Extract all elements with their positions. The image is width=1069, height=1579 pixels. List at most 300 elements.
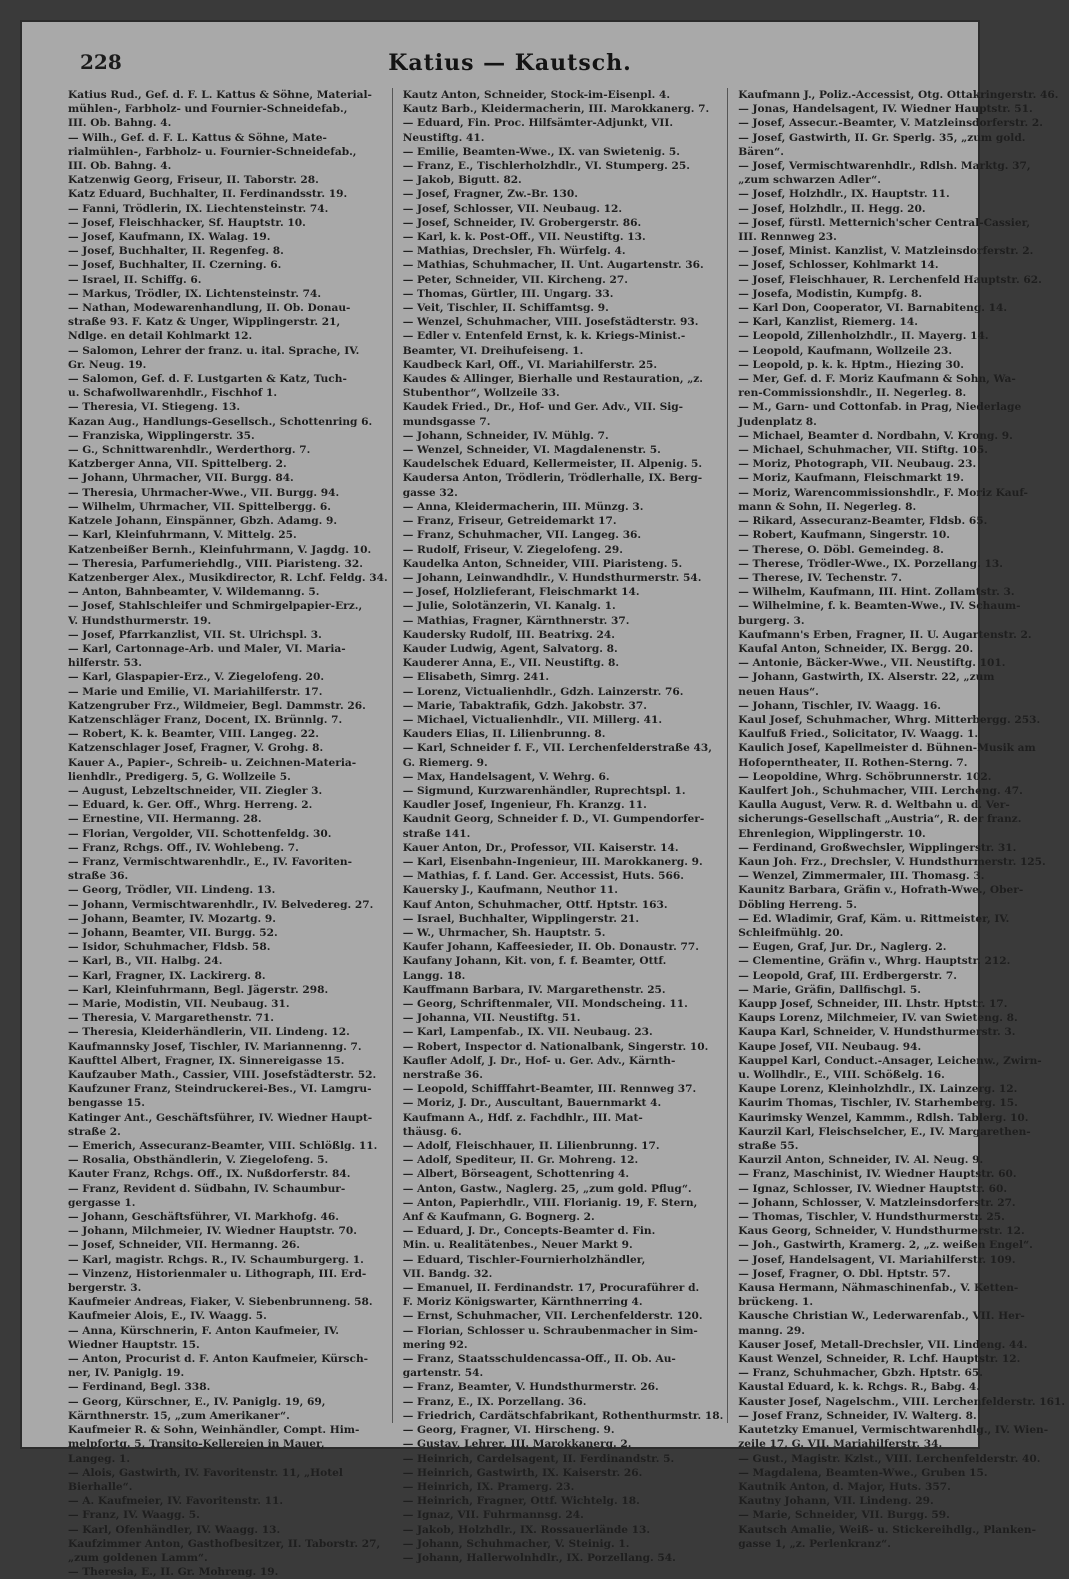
directory-entry: Kaudnit Georg, Schneider f. D., VI. Gumpendorfer- bbox=[402, 813, 705, 826]
directory-entry: nerstraße 36. bbox=[402, 1069, 483, 1082]
directory-entry: — Johann, Leinwandhdlr., V. Hundsthurmerstr. 54. bbox=[402, 571, 702, 584]
directory-entry: — Alois, Gastwirth, IV. Favoritenstr. 11, „Hotel bbox=[68, 1466, 343, 1479]
directory-entry: — Rikard, Assecuranz-Beamter, Fldsb. 65. bbox=[738, 515, 988, 528]
directory-entry: — Markus, Trödler, IX. Lichtensteinstr. 74. bbox=[68, 287, 322, 300]
directory-entry: Kautetzky Emanuel, Vermischtwarenhdlg., IV. Wien- bbox=[738, 1424, 1049, 1437]
directory-entry: — Franz, Revident d. Südbahn, IV. Schaumbur- bbox=[68, 1182, 346, 1195]
directory-entry: Wiedner Hauptstr. 15. bbox=[68, 1338, 200, 1351]
directory-entry: — Franz, Rchgs. Off., IV. Wohlebeng. 7. bbox=[68, 841, 299, 854]
directory-entry: — Eugen, Graf, Jur. Dr., Naglerg. 2. bbox=[738, 941, 947, 954]
directory-entry: — Anna, Kürschnerin, F. Anton Kaufmeier, IV. bbox=[68, 1324, 339, 1337]
directory-entry: Kausche Christian W., Lederwarenfab., VII. Her- bbox=[738, 1310, 1025, 1323]
directory-entry: Kauter Franz, Rchgs. Off., IX. Nußdorferstr. 84. bbox=[68, 1168, 351, 1181]
directory-entry: Bierhalle“. bbox=[68, 1480, 133, 1493]
directory-entry: — Wilhelm, Kaufmann, III. Hint. Zollamtstr. 3. bbox=[738, 586, 1015, 599]
directory-entry: mering 92. bbox=[402, 1338, 468, 1351]
directory-entry: — Vinzenz, Historienmaler u. Lithograph, III. Erd- bbox=[68, 1267, 367, 1280]
directory-entry: Kaudbeck Karl, Off., VI. Mariahilferstr. 25. bbox=[402, 358, 658, 371]
directory-entry: Kaufmannsky Josef, Tischler, IV. Mariannenng. 7. bbox=[68, 1040, 362, 1053]
directory-entry: V. Hundsthurmerstr. 19. bbox=[68, 614, 212, 627]
directory-entry: Gr. Neug. 19. bbox=[68, 358, 147, 371]
directory-entry: — Leopold, Kaufmann, Wollzeile 23. bbox=[738, 344, 953, 357]
directory-entry: — Therese, Trödler-Wwe., IX. Porzellang. 13. bbox=[738, 557, 1003, 570]
directory-entry: — Josef, Fleischhauer, R. Lerchenfeld Hauptstr. 62. bbox=[738, 273, 1042, 286]
directory-entry: — Josef, Schneider, VII. Hermanng. 26. bbox=[68, 1239, 300, 1252]
directory-entry: — Leopold, Schifffahrt-Beamter, III. Rennweg 37. bbox=[402, 1083, 697, 1096]
directory-entry: — Georg, Trödler, VII. Lindeng. 13. bbox=[68, 884, 276, 897]
directory-entry: mundsgasse 7. bbox=[402, 415, 491, 428]
directory-entry: — Josef, fürstl. Metternich'scher Central-Cassier, bbox=[738, 216, 1031, 229]
directory-entry: — Johann, Gastwirth, IX. Alserstr. 22, „zum bbox=[738, 671, 995, 684]
directory-entry: — Rudolf, Friseur, V. Ziegelofeng. 29. bbox=[402, 543, 623, 556]
directory-entry: — Ernst, Schuhmacher, VII. Lerchenfelderstr. 120. bbox=[402, 1310, 703, 1323]
column-2 bbox=[402, 88, 729, 1564]
directory-entry: — Marie, Tabaktrafik, Gdzh. Jakobstr. 37. bbox=[402, 699, 647, 712]
directory-entry: Kauder Ludwig, Agent, Salvatorg. 8. bbox=[402, 642, 618, 655]
directory-entry: — Mathias, Schuhmacher, II. Unt. Augartenstr. 36. bbox=[402, 259, 704, 272]
directory-entry: — Franz, Maschinist, IV. Wiedner Hauptstr. 60. bbox=[738, 1168, 1017, 1181]
directory-entry: „zum goldenen Lamm“. bbox=[68, 1551, 208, 1564]
directory-entry: — Johann, Beamter, VII. Burgg. 52. bbox=[68, 926, 278, 939]
directory-entry: — Emerich, Assecuranz-Beamter, VIII. Schlößlg. 11. bbox=[68, 1140, 378, 1153]
directory-entry: Kausa Hermann, Nähmaschinenfab., V. Ketten- bbox=[738, 1282, 1019, 1295]
directory-entry: G. Riemerg. 9. bbox=[402, 756, 488, 769]
directory-entry: — Karl, Cartonnage-Arb. und Maler, VI. Maria- bbox=[68, 642, 346, 655]
directory-entry: — Robert, Kaufmann, Singerstr. 10. bbox=[738, 529, 950, 542]
directory-entry: — Eduard, k. Ger. Off., Whrg. Herreng. 2. bbox=[68, 799, 313, 812]
directory-entry: burgerg. 3. bbox=[738, 614, 805, 627]
directory-entry: — Wenzel, Zimmermaler, III. Thomasg. 3. bbox=[738, 870, 985, 883]
directory-entry: Kaulfert Joh., Schuhmacher, VIII. Lercheng. 47. bbox=[738, 784, 1023, 797]
directory-entry: — Edler v. Entenfeld Ernst, k. k. Kriegs-Minist.- bbox=[402, 330, 686, 343]
directory-entry: III. Rennweg 23. bbox=[738, 231, 837, 244]
directory-entry: — Karl, Kleinfuhrmann, Begl. Jägerstr. 298. bbox=[68, 983, 329, 996]
directory-entry: III. Ob. Bahng. 4. bbox=[68, 160, 172, 173]
directory-entry: — Franz, E., IX. Porzellang. 36. bbox=[402, 1395, 587, 1408]
directory-entry: Kaups Lorenz, Milchmeier, IV. van Swieteng. 8. bbox=[738, 1012, 1018, 1025]
directory-entry: — Eduard, Fin. Proc. Hilfsämter-Adjunkt, VII. bbox=[402, 117, 674, 130]
directory-entry: Kauer Anton, Dr., Professor, VII. Kaiserstr. 14. bbox=[402, 841, 679, 854]
directory-entry: — Heinrich, Fragner, Ottf. Wichtelg. 18. bbox=[402, 1495, 640, 1508]
directory-entry: — Leopold, Graf, III. Erdbergerstr. 7. bbox=[738, 969, 957, 982]
directory-entry: — Josef, Kaufmann, IX. Walag. 19. bbox=[68, 231, 271, 244]
directory-entry: — Theresia, Uhrmacher-Wwe., VII. Burgg. 94. bbox=[68, 486, 340, 499]
directory-entry: — Josef Franz, Schneider, IV. Walterg. 8. bbox=[738, 1409, 977, 1422]
directory-entry: Beamter, VI. Dreihufeiseng. 1. bbox=[402, 344, 584, 357]
directory-entry: Kautz Anton, Schneider, Stock-im-Eisenpl. 4. bbox=[402, 89, 671, 101]
directory-entry: gergasse 1. bbox=[68, 1196, 136, 1209]
directory-entry: — Karl, Ofenhändler, IV. Waagg. 13. bbox=[68, 1523, 281, 1536]
directory-entry: Katzenbeißer Bernh., Kleinfuhrmann, V. Jagdg. 10. bbox=[68, 543, 372, 556]
directory-entry: — Wenzel, Schuhmacher, VIII. Josefstädterstr. 93. bbox=[402, 316, 699, 329]
directory-entry: Katzenschläger Franz, Docent, IX. Brünnlg. 7. bbox=[68, 713, 343, 726]
directory-entry: Kaudelschek Eduard, Kellermeister, II. Alpenig. 5. bbox=[402, 458, 703, 471]
directory-entry: Kaufer Johann, Kaffeesieder, II. Ob. Donaustr. 77. bbox=[402, 941, 699, 954]
directory-entry: Kaufmeier R. & Sohn, Weinhändler, Compt. Him- bbox=[68, 1424, 360, 1437]
directory-entry: Kauffmann Barbara, IV. Margarethenstr. 25. bbox=[402, 983, 666, 996]
directory-entry: — Ed. Wladimir, Graf, Käm. u. Rittmeister, IV. bbox=[738, 912, 1010, 925]
directory-entry: Anf & Kaufmann, G. Bognerg. 2. bbox=[402, 1211, 595, 1224]
directory-entry: Kaufmeier Andreas, Fiaker, V. Siebenbrunneng. 58. bbox=[68, 1296, 373, 1309]
directory-entry: Kaus Georg, Schneider, V. Hundsthurmerstr. 12. bbox=[738, 1225, 1025, 1238]
directory-entry: rialmühlen-, Farbholz- u. Fournier-Schneidefab., bbox=[68, 145, 357, 158]
directory-entry: — Leopold, Zillenholzhdlr., II. Mayerg. 14. bbox=[738, 330, 989, 343]
directory-entry: Kaust Wenzel, Schneider, R. Lchf. Hauptstr. 12. bbox=[738, 1353, 1021, 1366]
directory-entry: Kaustal Eduard, k. k. Rchgs. R., Babg. 4. bbox=[738, 1381, 980, 1394]
directory-entry: Kauster Josef, Nagelschm., VIII. Lerchenfelderstr. 161. bbox=[738, 1395, 1066, 1408]
directory-entry: Katzenberger Alex., Musikdirector, R. Lchf. Feldg. 34. bbox=[68, 571, 388, 584]
directory-entry: Katinger Ant., Geschäftsführer, IV. Wiedner Haupt- bbox=[68, 1111, 373, 1124]
directory-entry: Min. u. Realitätenbes., Neuer Markt 9. bbox=[402, 1239, 633, 1252]
directory-entry: — Josef, Vermischtwarenhdlr., Rdlsh. Marktg. 37, bbox=[738, 160, 1031, 173]
directory-entry: Kaufmeier Alois, E., IV. Waagg. 5. bbox=[68, 1310, 267, 1323]
directory-entry: — Elisabeth, Simrg. 241. bbox=[402, 671, 550, 684]
directory-entry: — Florian, Schlosser u. Schraubenmacher in Sim- bbox=[402, 1324, 698, 1337]
directory-entry: — Franz, Vermischtwarenhdlr., E., IV. Favoriten- bbox=[68, 855, 352, 868]
directory-entry: Kaufmann J., Poliz.-Accessist, Otg. Ottakringerstr. 46. bbox=[738, 89, 1059, 101]
directory-entry: — Anton, Papierhdlr., VIII. Florianig. 19, F. Stern, bbox=[402, 1196, 698, 1209]
directory-entry: — Karl, magistr. Rchgs. R., IV. Schaumburgerg. 1. bbox=[68, 1253, 364, 1266]
directory-entry: — Johann, Milchmeier, IV. Wiedner Hauptstr. 70. bbox=[68, 1225, 357, 1238]
directory-entry: — Robert, Inspector d. Nationalbank, Singerstr. 10. bbox=[402, 1040, 709, 1053]
page-header bbox=[68, 42, 952, 88]
directory-entry: — Joh., Gastwirth, Kramerg. 2, „z. weißen Engel“. bbox=[738, 1239, 1033, 1252]
directory-entry: — Theresia, VI. Stiegeng. 13. bbox=[68, 401, 241, 414]
directory-entry: gasse 1, „z. Perlenkranz“. bbox=[738, 1537, 891, 1550]
directory-entry: Katzberger Anna, VII. Spittelberg. 2. bbox=[68, 458, 287, 471]
directory-entry: — Marie, Schneider, VII. Burgg. 59. bbox=[738, 1509, 950, 1522]
directory-entry: — Karl, B., VII. Halbg. 24. bbox=[68, 955, 223, 968]
directory-entry: — Lorenz, Victualienhdlr., Gdzh. Lainzerstr. 76. bbox=[402, 685, 684, 698]
directory-entry: Langeg. 1. bbox=[68, 1452, 131, 1465]
directory-entry: Kärnthnerstr. 15, „zum Amerikaner“. bbox=[68, 1409, 290, 1422]
directory-entry: — Jakob, Bigutt. 82. bbox=[402, 174, 522, 187]
directory-entry: — Isidor, Schuhmacher, Fldsb. 58. bbox=[68, 941, 271, 954]
directory-entry: — Franz, Friseur, Getreidemarkt 17. bbox=[402, 515, 617, 528]
directory-entry: — Moriz, Photograph, VII. Neubaug. 23. bbox=[738, 458, 977, 471]
directory-entry: Ndlge. en detail Kohlmarkt 12. bbox=[68, 330, 253, 343]
directory-columns bbox=[68, 88, 1066, 1579]
directory-entry: — Georg, Kürschner, E., IV. Paniglg. 19, 69, bbox=[68, 1395, 326, 1408]
directory-entry: Kaurzil Anton, Schneider, IV. Al. Neug. 9. bbox=[738, 1154, 984, 1167]
directory-entry: — Franz, IV. Waagg. 5. bbox=[68, 1509, 200, 1522]
directory-entry: — Emilie, Beamten-Wwe., IX. van Swietenig. 5. bbox=[402, 145, 680, 158]
directory-entry: — Mathias, Fragner, Kärnthnerstr. 37. bbox=[402, 614, 630, 627]
directory-entry: — Leopold, p. k. k. Hptm., Hiezing 30. bbox=[738, 358, 964, 371]
directory-entry: — Marie und Emilie, VI. Mariahilferstr. 17. bbox=[68, 685, 323, 698]
directory-entry: — Adolf, Spediteur, II. Gr. Mohreng. 12. bbox=[402, 1154, 639, 1167]
directory-entry: — Josef, Handelsagent, VI. Mariahilferstr. 109. bbox=[738, 1253, 1016, 1266]
directory-entry: — Anna, Kleidermacherin, III. Münzg. 3. bbox=[402, 500, 644, 513]
directory-entry: Kazan Aug., Handlungs-Gesellsch., Schottenring 6. bbox=[68, 415, 373, 428]
directory-entry: — Eduard, J. Dr., Concepts-Beamter d. Fin. bbox=[402, 1225, 656, 1238]
directory-entry: — Karl, Glaspapier-Erz., V. Ziegelofeng. 20. bbox=[68, 671, 325, 684]
directory-entry: — Franz, Staatsschuldencassa-Off., II. Ob. Au- bbox=[402, 1353, 676, 1366]
directory-entry: F. Moriz Königswarter, Kärnthnerring 4. bbox=[402, 1296, 643, 1309]
directory-entry: Kaudelka Anton, Schneider, VIII. Piaristeng. 5. bbox=[402, 557, 683, 570]
directory-entry: — Karl, Schneider f. F., VII. Lerchenfelderstraße 43, bbox=[402, 742, 712, 755]
column-3 bbox=[738, 88, 1069, 1550]
directory-entry: — Josef, Holzhdlr., IX. Hauptstr. 11. bbox=[738, 188, 950, 201]
directory-entry: — Josef, Gastwirth, II. Gr. Sperlg. 35, „zum gold. bbox=[738, 131, 1026, 144]
directory-entry: brückeng. 1. bbox=[738, 1296, 814, 1309]
directory-page bbox=[22, 22, 1066, 1579]
directory-entry: Kaufzauber Math., Cassier, VIII. Josefstädterstr. 52. bbox=[68, 1069, 377, 1082]
directory-entry: — Salomon, Lehrer der franz. u. ital. Sprache, IV. bbox=[68, 344, 360, 357]
directory-entry: — Heinrich, Cardelsagent, II. Ferdinandstr. 5. bbox=[402, 1452, 675, 1465]
directory-entry: — Gust., Magistr. Kzlst., VIII. Lerchenfelderstr. 40. bbox=[738, 1452, 1041, 1465]
directory-entry: straße 93. F. Katz & Unger, Wipplingerstr. 21, bbox=[68, 316, 341, 329]
directory-entry: thäusg. 6. bbox=[402, 1125, 462, 1138]
directory-entry: — Theresia, Parfumeriehdlg., VIII. Piaristeng. 32. bbox=[68, 557, 363, 570]
directory-entry: — Franz, Schuhmacher, Gbzh. Hptstr. 65. bbox=[738, 1367, 983, 1380]
directory-entry: — Johann, Schuhmacher, V. Steinig. 1. bbox=[402, 1537, 630, 1550]
directory-entry: Katzele Johann, Einspänner, Gbzh. Adamg. 9. bbox=[68, 515, 338, 528]
directory-entry: — Josef, Schneider, IV. Grobergerstr. 86. bbox=[402, 216, 642, 229]
directory-entry: Bären“. bbox=[738, 145, 784, 158]
directory-entry: — Franz, Schuhmacher, VII. Langeg. 36. bbox=[402, 529, 642, 542]
directory-entry: Kaudersa Anton, Trödlerin, Trödlerhalle, IX. Berg- bbox=[402, 472, 703, 485]
directory-entry: — W., Uhrmacher, Sh. Hauptstr. 5. bbox=[402, 926, 606, 939]
directory-entry: bergerstr. 3. bbox=[68, 1282, 142, 1295]
directory-entry: — Theresia, E., II. Gr. Mohreng. 19. bbox=[68, 1566, 279, 1579]
directory-entry: — Therese, O. Döbl. Gemeindeg. 8. bbox=[738, 543, 944, 556]
directory-entry: mühlen-, Farbholz- und Fournier-Schneidefab., bbox=[68, 103, 348, 116]
directory-entry: III. Ob. Bahng. 4. bbox=[68, 117, 172, 130]
directory-entry: — Johann, Beamter, IV. Mozartg. 9. bbox=[68, 912, 276, 925]
directory-entry: — Adolf, Fleischhauer, II. Lilienbrunng. 17. bbox=[402, 1140, 660, 1153]
directory-entry: Kaufler Adolf, J. Dr., Hof- u. Ger. Adv., Kärnth- bbox=[402, 1054, 676, 1067]
directory-entry: Kaufttel Albert, Fragner, IX. Sinnereigasse 15. bbox=[68, 1054, 345, 1067]
directory-entry: straße 2. bbox=[68, 1125, 121, 1138]
directory-entry: — Emanuel, II. Ferdinandstr. 17, Procuraführer d. bbox=[402, 1282, 700, 1295]
directory-entry: Kaulich Josef, Kapellmeister d. Bühnen-Musik am bbox=[738, 742, 1036, 755]
directory-entry: — Johann, Uhrmacher, VII. Burgg. 84. bbox=[68, 472, 294, 485]
directory-entry: — Thomas, Gürtler, III. Ungarg. 33. bbox=[402, 287, 614, 300]
directory-entry: Kaulla August, Verw. R. d. Weltbahn u. d. Ver- bbox=[738, 799, 1010, 812]
directory-entry: mann & Sohn, II. Negerleg. 8. bbox=[738, 500, 917, 513]
directory-entry: — Michael, Victualienhdlr., VII. Millerg. 41. bbox=[402, 713, 663, 726]
directory-entry: — Mathias, Drechsler, Fh. Würfelg. 4. bbox=[402, 245, 626, 258]
directory-entry: Kaupe Lorenz, Kleinholzhdlr., IX. Lainzerg. 12. bbox=[738, 1083, 1018, 1096]
directory-entry: Kaurzil Karl, Fleischselcher, E., IV. Margarethen- bbox=[738, 1125, 1031, 1138]
directory-entry: Kautsch Amalie, Weiß- u. Stickereihdlg., Planken- bbox=[738, 1523, 1036, 1536]
directory-entry: Kauppel Karl, Conduct.-Ansager, Leichenw., Zwirn- bbox=[738, 1054, 1042, 1067]
directory-entry: — Josef, Fragner, Zw.-Br. 130. bbox=[402, 188, 578, 201]
directory-entry: — Josef, Minist. Kanzlist, V. Matzleinsdorferstr. 2. bbox=[738, 245, 1034, 258]
directory-entry: — Israel, Buchhalter, Wipplingerstr. 21. bbox=[402, 912, 640, 925]
directory-entry: gasse 32. bbox=[402, 486, 458, 499]
directory-entry: — Georg, Schriftenmaler, VII. Mondscheing. 11. bbox=[402, 998, 688, 1010]
directory-entry: — Josef, Schlosser, VII. Neubaug. 12. bbox=[402, 202, 623, 215]
directory-entry: sicherungs-Gesellschaft „Austria“, R. der franz. bbox=[738, 813, 1022, 826]
directory-entry: gartenstr. 54. bbox=[402, 1367, 484, 1380]
directory-entry: Kaufal Anton, Schneider, IX. Bergg. 20. bbox=[738, 642, 974, 655]
directory-entry: — Ferdinand, Begl. 338. bbox=[68, 1381, 211, 1394]
directory-entry: — Johann, Schlosser, V. Matzleinsdorferstr. 27. bbox=[738, 1196, 1016, 1209]
directory-entry: Katz Eduard, Buchhalter, II. Ferdinandsstr. 19. bbox=[68, 188, 348, 201]
directory-entry: — Karl, Kleinfuhrmann, V. Mittelg. 25. bbox=[68, 529, 297, 542]
directory-entry: hilferstr. 53. bbox=[68, 657, 142, 670]
directory-entry: — Salomon, Gef. d. F. Lustgarten & Katz, Tuch- bbox=[68, 373, 347, 386]
directory-entry: — Mathias, f. f. Land. Ger. Accessist, Huts. 566. bbox=[402, 870, 684, 883]
directory-entry: — Josef, Fragner, O. Dbl. Hptstr. 57. bbox=[738, 1267, 951, 1280]
directory-entry: Kaudek Fried., Dr., Hof- und Ger. Adv., VII. Sig- bbox=[402, 401, 684, 414]
directory-entry: — Karl, Eisenbahn-Ingenieur, III. Marokkanerg. 9. bbox=[402, 855, 703, 868]
directory-entry: Kauderer Anna, E., VII. Neustiftg. 8. bbox=[402, 657, 620, 670]
page-number: 228 bbox=[80, 50, 122, 74]
directory-entry: — Wenzel, Schneider, VI. Magdalenenstr. 5. bbox=[402, 444, 661, 457]
directory-entry: zeile 17, G. VII. Mariahilferstr. 34. bbox=[738, 1438, 943, 1451]
directory-entry: Kaufmann's Erben, Fragner, II. U. Augartenstr. 2. bbox=[738, 628, 1032, 641]
directory-entry: — Heinrich, IX. Pramerg. 23. bbox=[402, 1480, 575, 1493]
directory-entry: Kaudersky Rudolf, III. Beatrixg. 24. bbox=[402, 628, 615, 641]
directory-entry: u. Wollhdlr., E., VIII. Schößelg. 16. bbox=[738, 1069, 945, 1082]
directory-entry: Kaufzuner Franz, Steindruckerei-Bes., VI. Lamgru- bbox=[68, 1083, 372, 1096]
directory-entry: — Wilhelmine, f. k. Beamten-Wwe., IV. Schaum- bbox=[738, 600, 1021, 613]
directory-entry: neuen Haus“. bbox=[738, 685, 819, 698]
directory-entry: — Clementine, Gräfin v., Whrg. Hauptstr. 212. bbox=[738, 955, 1011, 968]
directory-entry: — Therese, IV. Techenstr. 7. bbox=[738, 571, 902, 584]
directory-entry: — Georg, Fragner, VI. Hirscheng. 9. bbox=[402, 1424, 615, 1437]
directory-entry: — Marie, Modistin, VII. Neubaug. 31. bbox=[68, 998, 290, 1010]
directory-entry: — Josef, Assecur.-Beamter, V. Matzleinsdorferstr. 2. bbox=[738, 117, 1043, 130]
directory-entry: Kaupa Karl, Schneider, V. Hundsthurmerstr. 3. bbox=[738, 1026, 1016, 1039]
directory-entry: bengasse 15. bbox=[68, 1097, 145, 1110]
directory-entry: — Josef, Holzlieferant, Fleischmarkt 14. bbox=[402, 586, 640, 599]
directory-entry: — Thomas, Tischler, V. Hundsthurmerstr. 25. bbox=[738, 1211, 1005, 1224]
directory-entry: Kaupe Josef, VII. Neubaug. 94. bbox=[738, 1040, 922, 1053]
column-1 bbox=[68, 88, 393, 1579]
directory-entry: melpfortg. 5, Transito-Kellereien in Mauer, bbox=[68, 1438, 325, 1451]
directory-entry: Kaul Josef, Schuhmacher, Whrg. Mitterbergg. 253. bbox=[738, 713, 1041, 726]
directory-entry: — Johanna, VII. Neustiftg. 51. bbox=[402, 1012, 581, 1025]
directory-entry: — Peter, Schneider, VII. Kircheng. 27. bbox=[402, 273, 628, 286]
directory-entry: — Jakob, Holzhdlr., IX. Rossauerlände 13. bbox=[402, 1523, 651, 1536]
directory-entry: — Josefa, Modistin, Kumpfg. 8. bbox=[738, 287, 923, 300]
directory-entry: Kaudler Josef, Ingenieur, Fh. Kranzg. 11. bbox=[402, 799, 647, 812]
directory-entry: Katzengruber Frz., Wildmeier, Begl. Dammstr. 26. bbox=[68, 699, 366, 712]
directory-entry: — Antonie, Bäcker-Wwe., VII. Neustiftg. 101. bbox=[738, 657, 1006, 670]
directory-entry: — Fanni, Trödlerin, IX. Liechtensteinstr. 74. bbox=[68, 202, 329, 215]
directory-entry: — Johann, Schneider, IV. Mühlg. 7. bbox=[402, 429, 609, 442]
directory-entry: — Johann, Hallerwolnhdlr., IX. Porzellang. 54. bbox=[402, 1551, 676, 1564]
directory-entry: — Josef, Schlosser, Kohlmarkt 14. bbox=[738, 259, 939, 272]
directory-entry: — Karl Don, Cooperator, VI. Barnabiteng. 14. bbox=[738, 302, 1008, 315]
directory-entry: — Ignaz, VII. Fuhrmannsg. 24. bbox=[402, 1509, 584, 1522]
directory-entry: — Eduard, Tischler-Fournierholzhändler, bbox=[402, 1253, 646, 1266]
directory-entry: — Theresia, V. Margarethenstr. 71. bbox=[68, 1012, 274, 1025]
directory-entry: — Anton, Procurist d. F. Anton Kaufmeier, Kürsch- bbox=[68, 1353, 369, 1366]
directory-entry: Kaulfuß Fried., Solicitator, IV. Waagg. 1. bbox=[738, 728, 979, 741]
directory-entry: — Ferdinand, Großwechsler, Wipplingerstr. 31. bbox=[738, 841, 1017, 854]
directory-entry: Kauders Elias, II. Lilienbrunng. 8. bbox=[402, 728, 606, 741]
directory-entry: Katzenwig Georg, Friseur, II. Taborstr. 28. bbox=[68, 174, 319, 187]
directory-entry: — Josef, Holzhdlr., II. Hegg. 20. bbox=[738, 202, 926, 215]
directory-entry: Kautz Barb., Kleidermacherin, III. Marokkanerg. 7. bbox=[402, 103, 710, 116]
directory-entry: — Anton, Bahnbeamter, V. Wildemanng. 5. bbox=[68, 586, 320, 599]
directory-entry: — Karl, Kanzlist, Riemerg. 14. bbox=[738, 316, 918, 329]
directory-entry: — Jonas, Handelsagent, IV. Wiedner Hauptstr. 51. bbox=[738, 103, 1033, 116]
directory-entry: — Ernestine, VII. Hermanng. 28. bbox=[68, 813, 262, 826]
directory-entry: Kaun Joh. Frz., Drechsler, V. Hundsthurmerstr. 125. bbox=[738, 855, 1046, 868]
directory-entry: — Gustav, Lehrer, III. Marokkanerg. 2. bbox=[402, 1438, 632, 1451]
directory-entry: — Friedrich, Cardätschfabrikant, Rothenthurmstr. 18. bbox=[402, 1409, 724, 1422]
directory-entry: — Johann, Geschäftsführer, VI. Markhofg. 46. bbox=[68, 1211, 339, 1224]
directory-entry: — Franz, E., Tischlerholzhdlr., VI. Stumperg. 25. bbox=[402, 160, 690, 173]
directory-entry: „zum schwarzen Adler“. bbox=[738, 174, 881, 187]
directory-entry: — Rosalia, Obsthändlerin, V. Ziegelofeng. 5. bbox=[68, 1154, 329, 1167]
directory-entry: Kauersky J., Kaufmann, Neuthor 11. bbox=[402, 884, 618, 897]
directory-entry: Kaudes & Allinger, Bierhalle und Restauration, „z. bbox=[402, 373, 703, 386]
directory-entry: — August, Lebzeltschneider, VII. Ziegler 3. bbox=[68, 784, 323, 797]
directory-entry: Kaufzimmer Anton, Gasthofbesitzer, II. Taborstr. 27, bbox=[68, 1537, 381, 1550]
directory-entry: — Josef, Buchhalter, II. Regenfeg. 8. bbox=[68, 245, 284, 258]
directory-entry: ner, IV. Paniglg. 19. bbox=[68, 1367, 185, 1380]
directory-entry: — Moriz, Warencommissionshdlr., F. Moriz Kauf- bbox=[738, 486, 1028, 499]
directory-entry: — Josef, Buchhalter, II. Czerning. 6. bbox=[68, 259, 282, 272]
directory-entry: Kaurimsky Wenzel, Kammm., Rdlsh. Tablerg. 10. bbox=[738, 1111, 1029, 1124]
directory-entry: Döbling Herreng. 5. bbox=[738, 898, 857, 911]
directory-entry: — Magdalena, Beamten-Wwe., Gruben 15. bbox=[738, 1466, 988, 1479]
directory-entry: Neustiftg. 41. bbox=[402, 131, 485, 144]
directory-entry: — Michael, Schuhmacher, VII. Stiftg. 105. bbox=[738, 444, 988, 457]
directory-entry: — Heinrich, Gastwirth, IX. Kaiserstr. 26. bbox=[402, 1466, 643, 1479]
directory-entry: — M., Garn- und Cottonfab. in Prag, Niederlage bbox=[738, 401, 1022, 414]
directory-entry: — Moriz, Kaufmann, Fleischmarkt 19. bbox=[738, 472, 964, 485]
directory-entry: Kaufany Johann, Kit. von, f. f. Beamter, Ottf. bbox=[402, 955, 667, 968]
directory-entry: — Marie, Gräfin, Dallfischgl. 5. bbox=[738, 983, 921, 996]
directory-entry: — A. Kaufmeier, IV. Favoritenstr. 11. bbox=[68, 1495, 284, 1508]
directory-entry: — Moriz, J. Dr., Auscultant, Bauernmarkt 4. bbox=[402, 1097, 662, 1110]
directory-entry: Stubenthor“, Wollzeile 33. bbox=[402, 387, 560, 400]
directory-entry: — Leopoldine, Whrg. Schöbrunnerstr. 102. bbox=[738, 770, 992, 783]
directory-entry: Kautnik Anton, d. Major, Huts. 357. bbox=[738, 1480, 951, 1493]
directory-entry: lienhdlr., Predigerg. 5, G. Wollzeile 5. bbox=[68, 770, 291, 783]
directory-entry: — Theresia, Kleiderhändlerin, VII. Lindeng. 12. bbox=[68, 1026, 350, 1039]
directory-entry: — Johann, Tischler, IV. Waagg. 16. bbox=[738, 699, 941, 712]
directory-entry: manng. 29. bbox=[738, 1324, 805, 1337]
directory-entry: Kaupp Josef, Schneider, III. Lhstr. Hptstr. 17. bbox=[738, 998, 1008, 1010]
directory-entry: — Josef, Fleischhacker, Sf. Hauptstr. 10. bbox=[68, 216, 306, 229]
directory-entry: Hofoperntheater, II. Rothen-Sterng. 7. bbox=[738, 756, 968, 769]
directory-entry: straße 36. bbox=[68, 870, 129, 883]
directory-entry: Kaurim Thomas, Tischler, IV. Starhemberg. 15. bbox=[738, 1097, 1018, 1110]
directory-entry: — Wilh., Gef. d. F. L. Kattus & Söhne, Mate- bbox=[68, 131, 327, 144]
directory-entry: — Julie, Solotänzerin, VI. Kanalg. 1. bbox=[402, 600, 616, 613]
directory-entry: Schleifmühlg. 20. bbox=[738, 926, 844, 939]
directory-entry: — Sigmund, Kurzwarenhändler, Ruprechtspl. 1. bbox=[402, 784, 686, 797]
directory-entry: Judenplatz 8. bbox=[738, 415, 817, 428]
directory-entry: straße 141. bbox=[402, 827, 471, 840]
directory-entry: — Ignaz, Schlosser, IV. Wiedner Hauptstr. 60. bbox=[738, 1182, 1008, 1195]
directory-entry: straße 55. bbox=[738, 1140, 799, 1153]
directory-entry: ren-Commissionshdlr., II. Negerleg. 8. bbox=[738, 387, 967, 400]
directory-entry: — G., Schnittwarenhdlr., Werderthorg. 7. bbox=[68, 444, 311, 457]
directory-entry: Langg. 18. bbox=[402, 969, 466, 982]
directory-entry: Kauf Anton, Schuhmacher, Ottf. Hptstr. 163. bbox=[402, 898, 668, 911]
directory-entry: Katius Rud., Gef. d. F. L. Kattus & Söhne, Material- bbox=[68, 89, 372, 101]
directory-entry: — Josef, Stahlschleifer und Schmirgelpapier-Erz., bbox=[68, 600, 363, 613]
directory-entry: — Max, Handelsagent, V. Wehrg. 6. bbox=[402, 770, 610, 783]
directory-entry: Kaunitz Barbara, Gräfin v., Hofrath-Wwe., Ober- bbox=[738, 884, 1024, 897]
directory-entry: u. Schafwollwarenhdlr., Fischhof 1. bbox=[68, 387, 278, 400]
directory-entry: — Veit, Tischler, II. Schiffamtsg. 9. bbox=[402, 302, 609, 315]
running-title: Katius — Kautsch. bbox=[388, 50, 632, 76]
directory-entry: Kauser Josef, Metall-Drechsler, VII. Lindeng. 44. bbox=[738, 1338, 1028, 1351]
directory-entry: Kautny Johann, VII. Lindeng. 29. bbox=[738, 1495, 934, 1508]
directory-entry: — Karl, k. k. Post-Off., VII. Neustiftg. 13. bbox=[402, 231, 646, 244]
